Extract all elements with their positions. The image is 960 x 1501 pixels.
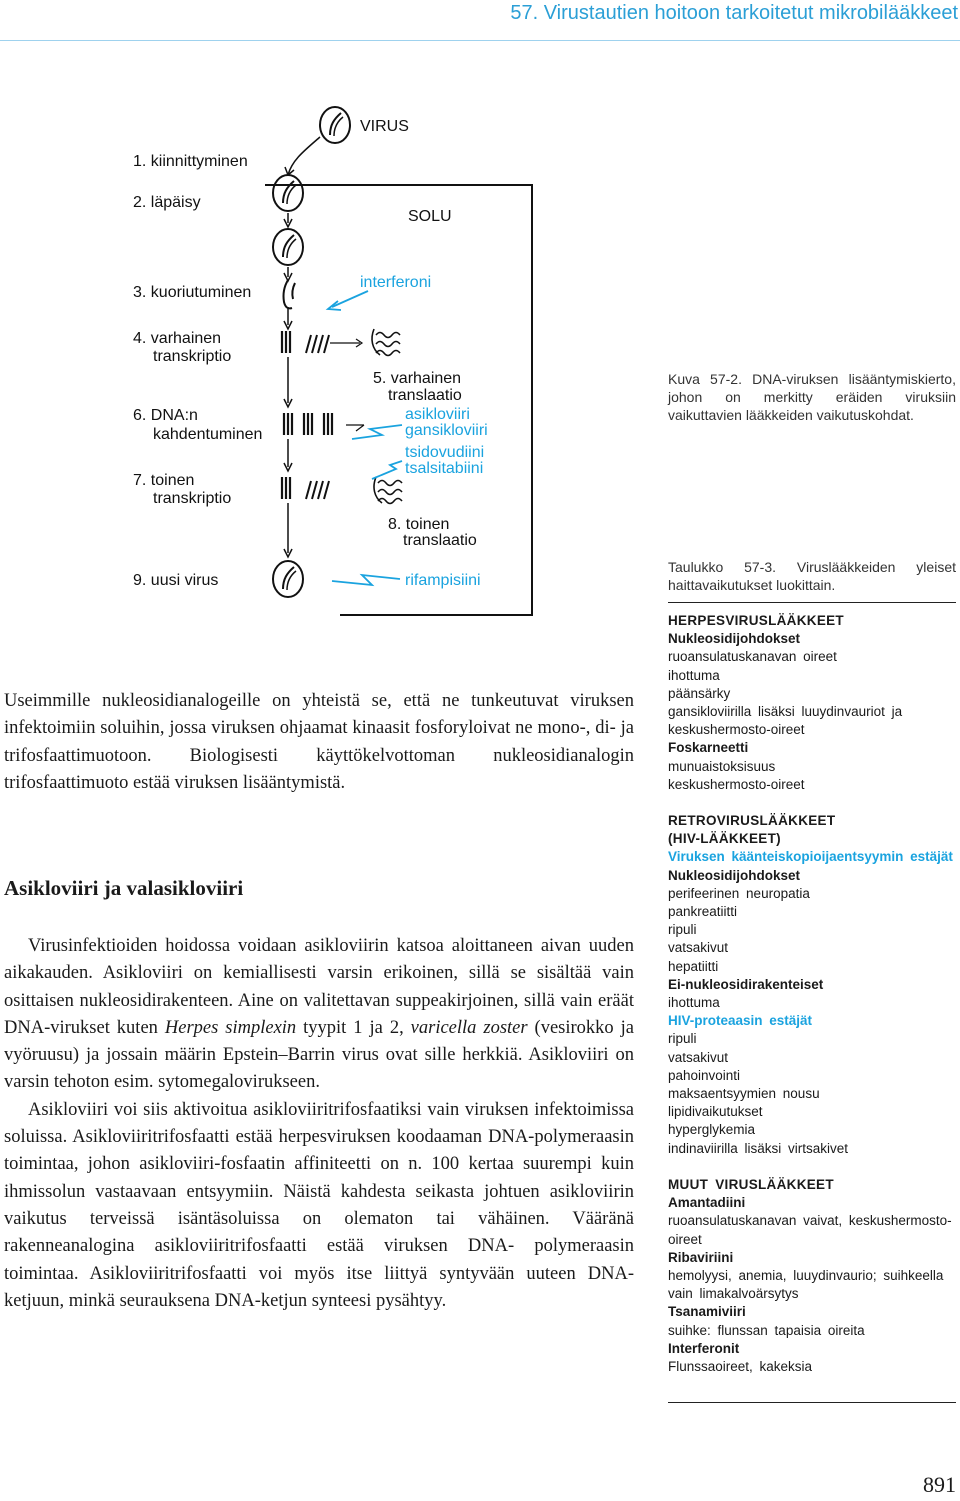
list-item: ruoansulatuskanavan oireet	[668, 649, 837, 665]
rifampicin-arrow	[332, 575, 400, 585]
section-heading: Asikloviiri ja valasikloviiri	[4, 876, 244, 900]
list-item: pankreatiitti	[668, 904, 738, 920]
list-item: ihottuma	[668, 995, 720, 1011]
step-8-label-2: translaatio	[403, 532, 477, 549]
step-7-label: 7. toinen	[133, 472, 195, 489]
acyclovir-paragraph-1	[4, 933, 634, 1097]
early-proteins	[372, 329, 400, 356]
retro-nucleoside-heading: Nukleosidijohdokset	[668, 867, 801, 883]
uncoating-mark	[284, 280, 293, 308]
protease-inhibitor-subheading: HIV-proteaasin estäjät	[668, 1013, 813, 1029]
list-item: indinaviirilla lisäksi virtsakivet	[668, 1140, 849, 1156]
step-6-label: 6. DNA:n	[133, 407, 198, 424]
list-item: gansikloviirilla lisäksi luuydinvauriot ja keskushermosto-oireet	[668, 704, 903, 738]
virus-lifecycle-figure	[120, 95, 540, 625]
italic-term: Herpes simplexin	[164, 1017, 297, 1038]
acyclovir-paragraph-2: Asikloviiri voi siis aktivoitua asikloviiritrifosfaatiksi vain viruksen infektoimissa soluissa. Asikloviiritrifosfaatti estää herpesviruksen koodaaman DNA-polymeraasin toimintaa, johon asikloviiri-fosfaatin affiniteetti on n. 100 kertaa suurempi kuin ihmissolun vastaavaan entsyymiin. Näistä kahdesta seikasta johtuen asikloviirin vaikutus terveissä isäntäsoluissa on olematon tai vähäinen. Vääränä rakenneanalogina asikloviiritrifosfaatti estää viruksen DNA- polymeraasin toimintaa. Asikloviiritrifosfaatti voi myös itse liittyä syntyvään uuteen DNA-ketjuun, minkä seurauksena DNA-ketjun synteesi pysähtyy.	[4, 1099, 634, 1311]
list-item: munuaistoksisuus	[668, 758, 776, 774]
list-item: suihke: flunssan tapaisia oireita	[668, 1322, 865, 1338]
list-item: maksaentsyymien nousu	[668, 1086, 820, 1102]
list-item: hyperglykemia	[668, 1122, 756, 1138]
early-dna	[282, 331, 290, 353]
attached-virion	[273, 175, 303, 211]
virus-label: VIRUS	[360, 118, 409, 135]
herpes-heading: HERPESVIRUSLÄÄKKEET	[668, 613, 844, 628]
list-item: hepatiitti	[668, 958, 719, 974]
step-5-label: 5. varhainen	[373, 370, 462, 387]
list-item: ruoansulatuskanavan vaivat, keskushermosto-oireet	[668, 1213, 952, 1247]
rt-inhibitor-subheading: Viruksen käänteiskopioijaentsyymin estäjät	[668, 849, 953, 865]
foscarnet-heading: Foskarneetti	[668, 740, 749, 756]
late-dna	[282, 477, 290, 499]
chapter-title: 57. Virustautien hoitoon tarkoitetut mikrobilääkkeet	[510, 2, 958, 24]
cell-label: SOLU	[408, 208, 452, 225]
list-item: pahoinvointi	[668, 1067, 741, 1083]
list-item: lipidivaikutukset	[668, 1104, 763, 1120]
list-item: keskushermosto-oireet	[668, 776, 805, 792]
penetrating-virion	[273, 229, 303, 265]
figure-caption: Kuva 57-2. DNA-viruksen lisääntymiskierto, johon on merkitty eräiden viruksiin vaikuttavien lääkkeiden vaikutuskohdat.	[668, 371, 956, 423]
late-mrna	[306, 481, 329, 499]
acyclovir-arrow	[352, 425, 402, 439]
step-1-label: 1. kiinnittyminen	[133, 153, 248, 170]
other-section	[668, 1176, 958, 1376]
step-7-label-2: transkriptio	[153, 490, 232, 507]
list-item: vatsakivut	[668, 940, 729, 956]
drug-rifampicin-label: rifampisiini	[405, 572, 481, 589]
replicated-dna-1	[284, 413, 292, 435]
list-item: ripuli	[668, 922, 697, 938]
interferon-heading: Interferonit	[668, 1340, 740, 1356]
amantadine-heading: Amantadiini	[668, 1195, 746, 1211]
header-rule	[0, 40, 960, 41]
italic-term: varicella zoster	[410, 1017, 528, 1038]
replicated-dna-2	[304, 413, 312, 435]
drug-interferon-label: interferoni	[360, 274, 432, 291]
text-span: (vesirokko ja vyöruusu) ja jossain määrin Epstein–Barrin virus ovat sille herkkiä. Asikloviiri on varsin tehoton esim. sytomegalovirukseen.	[4, 1017, 634, 1093]
zidovudine-arrow	[372, 461, 402, 479]
other-heading: MUUT VIRUSLÄÄKKEET	[668, 1176, 834, 1192]
herpes-section	[668, 612, 958, 794]
replicated-dna-3	[324, 413, 332, 435]
step-8-label: 8. toinen	[388, 516, 450, 533]
list-item: päänsärky	[668, 685, 731, 701]
step-5-label-2: translaatio	[388, 387, 462, 404]
table-top-rule	[668, 602, 956, 603]
side-effects-table	[668, 612, 958, 1394]
step-4-label: 4. varhainen	[133, 330, 222, 347]
retro-heading: RETROVIRUSLÄÄKKEET	[668, 813, 836, 829]
retro-section	[668, 812, 958, 1158]
step-9-label: 9. uusi virus	[133, 572, 219, 589]
intro-paragraph: Useimmille nukleosidianalogeille on yhteistä se, että ne tunkeutuvat viruksen infektoimiin soluihin, jossa viruksen ohjaamat kinaasit fosforyloivat ne mono-, di- ja trifosfaattimuotoon. Biologisesti käyttökelvottoman nukleosidianalogin trifosfaattimuoto estää viruksen lisääntymistä.	[4, 691, 634, 793]
step-2-label: 2. läpäisy	[133, 194, 201, 211]
list-item: vatsakivut	[668, 1049, 729, 1065]
step-3-label: 3. kuoriutuminen	[133, 284, 252, 301]
retro-heading-2: (HIV-LÄÄKKEET)	[668, 831, 781, 847]
step-6-label-2: kahdentuminen	[153, 426, 263, 443]
step-4-label-2: transkriptio	[153, 348, 232, 365]
list-item: Flunssaoireet, kakeksia	[668, 1358, 813, 1374]
page-number: 891	[923, 1472, 956, 1497]
new-virion	[273, 561, 303, 597]
table-caption: Taulukko 57-3. Viruslääkkeiden yleiset haittavaikutukset luokittain.	[668, 559, 956, 593]
list-item: ihottuma	[668, 667, 720, 683]
list-item: ripuli	[668, 1031, 697, 1047]
non-nucleoside-heading: Ei-nukleosidirakenteiset	[668, 976, 824, 992]
zanamivir-heading: Tsanamiviiri	[668, 1304, 746, 1320]
intro-paragraph-block	[4, 688, 634, 797]
acyclovir-text-block	[4, 933, 634, 1315]
list-item: perifeerinen neuropatia	[668, 885, 810, 901]
ribavirin-heading: Ribaviriini	[668, 1249, 734, 1265]
text-span: tyypit 1 ja 2,	[296, 1017, 411, 1038]
drug-zidovudine-label: tsidovudiini	[405, 444, 485, 461]
early-mrna	[306, 335, 329, 353]
text-span: Virusinfektioiden hoidossa voidaan asikloviirin katsoa aloittaneen aivan uuden aikakauden. Asikloviiri on kemiallisesti varsin erikoinen, sillä se sisältää vain osittaisen nukleosidirakenteen. Aine on valitettavan suppeakirjoinen, sillä vain eräät DNA-virukset kuten	[4, 936, 634, 1038]
table-bottom-rule	[668, 1402, 956, 1403]
herpes-nucleoside-heading: Nukleosidijohdokset	[668, 631, 801, 647]
virus-particle	[320, 107, 350, 143]
drug-zalcitabine-label: tsalsitabiini	[405, 460, 484, 477]
drug-acyclovir-label: asikloviiri	[405, 406, 470, 423]
list-item: hemolyysi, anemia, luuydinvaurio; suihkeella vain limakalvoärsytys	[668, 1267, 944, 1302]
drug-ganciclovir-label: gansikloviiri	[405, 422, 488, 439]
late-proteins	[374, 477, 402, 504]
